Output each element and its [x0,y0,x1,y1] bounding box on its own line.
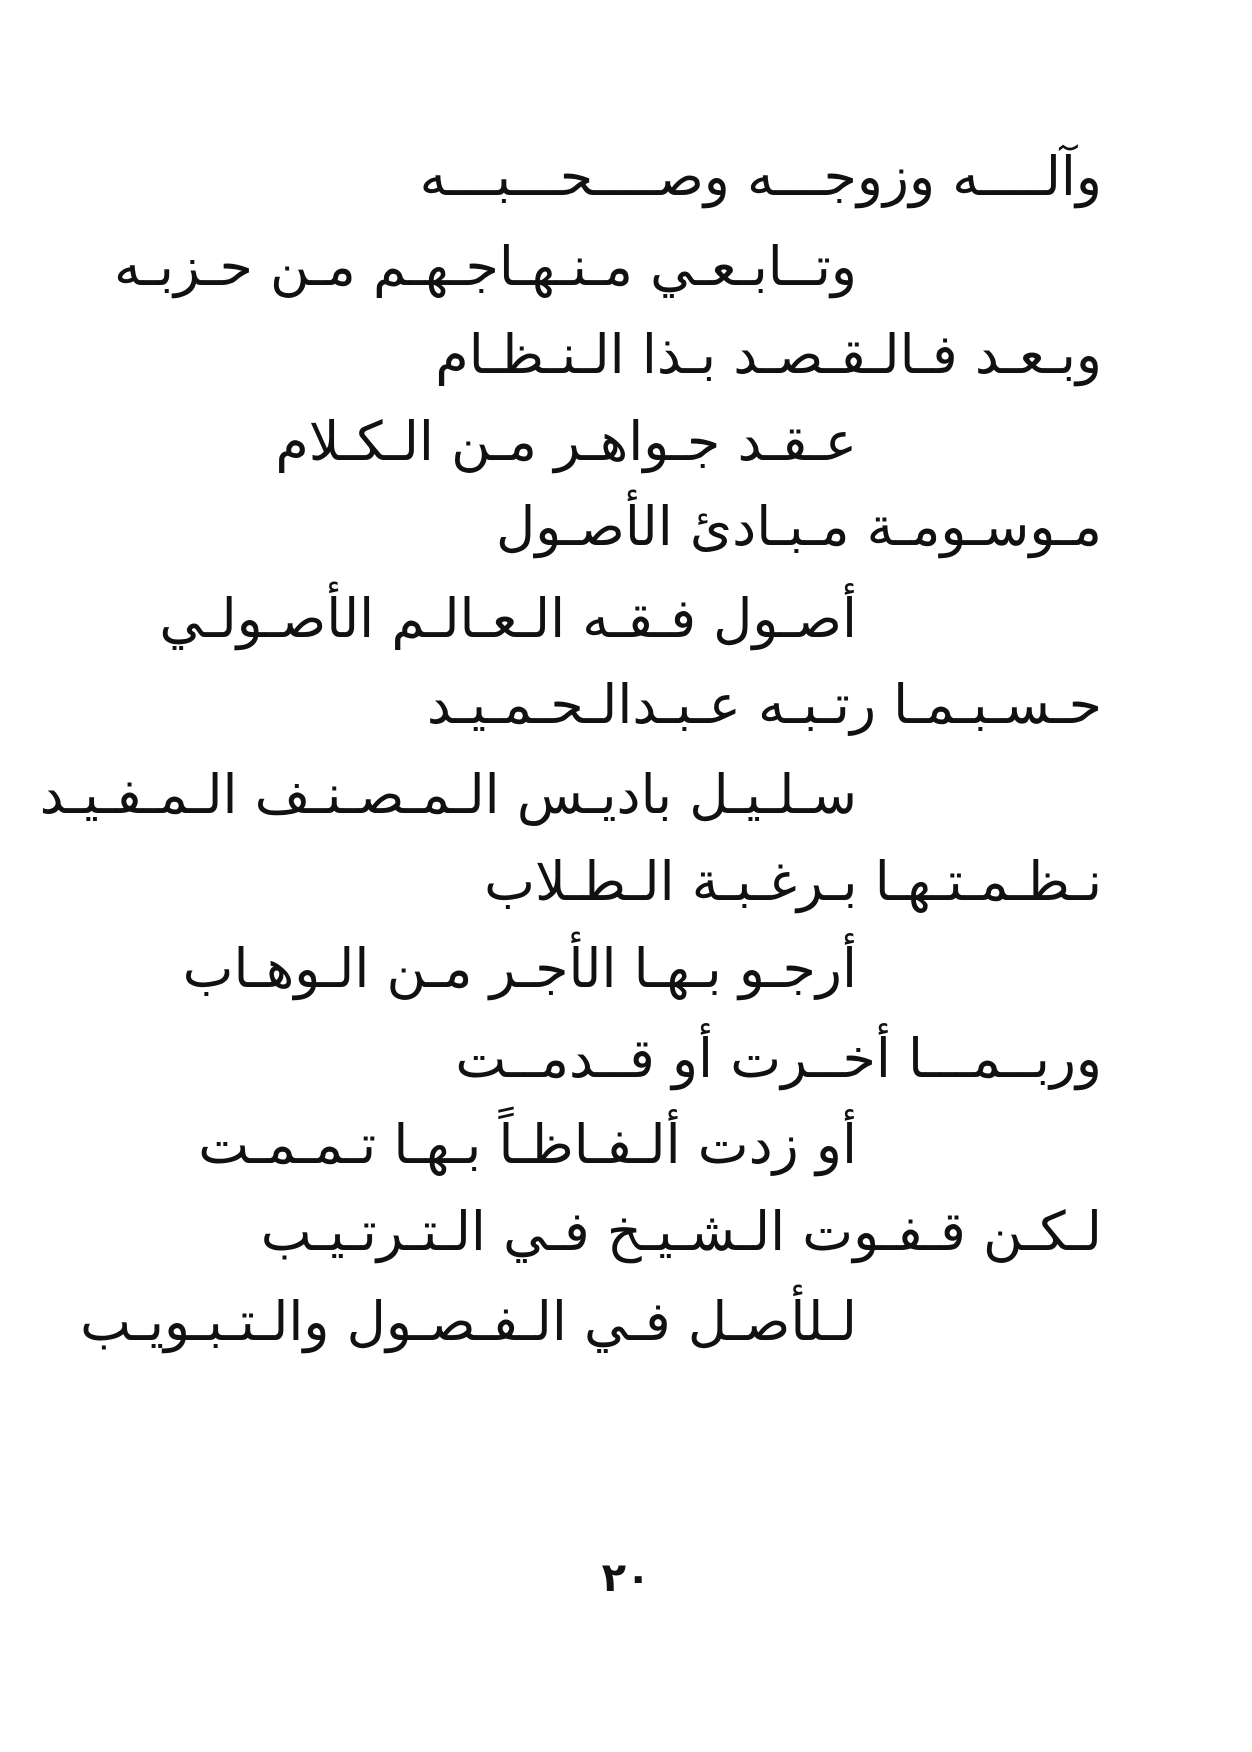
verse-line-14: لـلأصـل فـي الـفـصـول والـتـبـويـب [80,1290,857,1353]
verse-line-8: سـلـيـل باديـس الـمـصـنـف الـمـفـيـد [39,763,857,826]
verse-line-9: نـظـمـتـهـا بـرغـبـة الـطـلاب [484,850,1102,913]
verse-line-1: وآلــــه وزوجـــه وصــــحـــبـــه [419,145,1102,208]
verse-line-11: وربــمـــا أخــرت أو قــدمــت [455,1027,1102,1090]
verse-line-2: وتــابـعـي مـنـهـاجـهـم مـن حـزبـه [114,235,857,298]
verse-line-10: أرجـو بـهـا الأجـر مـن الـوهـاب [182,937,857,1000]
verse-line-5: مـوسـومـة مـبـادئ الأصـول [496,495,1102,558]
verse-line-4: عـقـد جـواهـر مـن الـكـلام [275,410,857,473]
verse-line-13: لـكـن قـفـوت الـشـيـخ فـي الـتـرتـيـب [260,1200,1102,1263]
verse-line-12: أو زدت ألـفـاظـاً بـهـا تـمـمـت [198,1113,857,1176]
verse-line-6: أصـول فـقـه الـعـالـم الأصـولـي [159,587,857,650]
verse-line-7: حـسـبـمـا رتـبـه عـبـدالـحـمـيـد [426,673,1102,736]
verse-line-3: وبـعـد فـالـقـصـد بـذا الـنـظـام [435,323,1102,386]
page-number: ٢٠ [601,1555,651,1601]
